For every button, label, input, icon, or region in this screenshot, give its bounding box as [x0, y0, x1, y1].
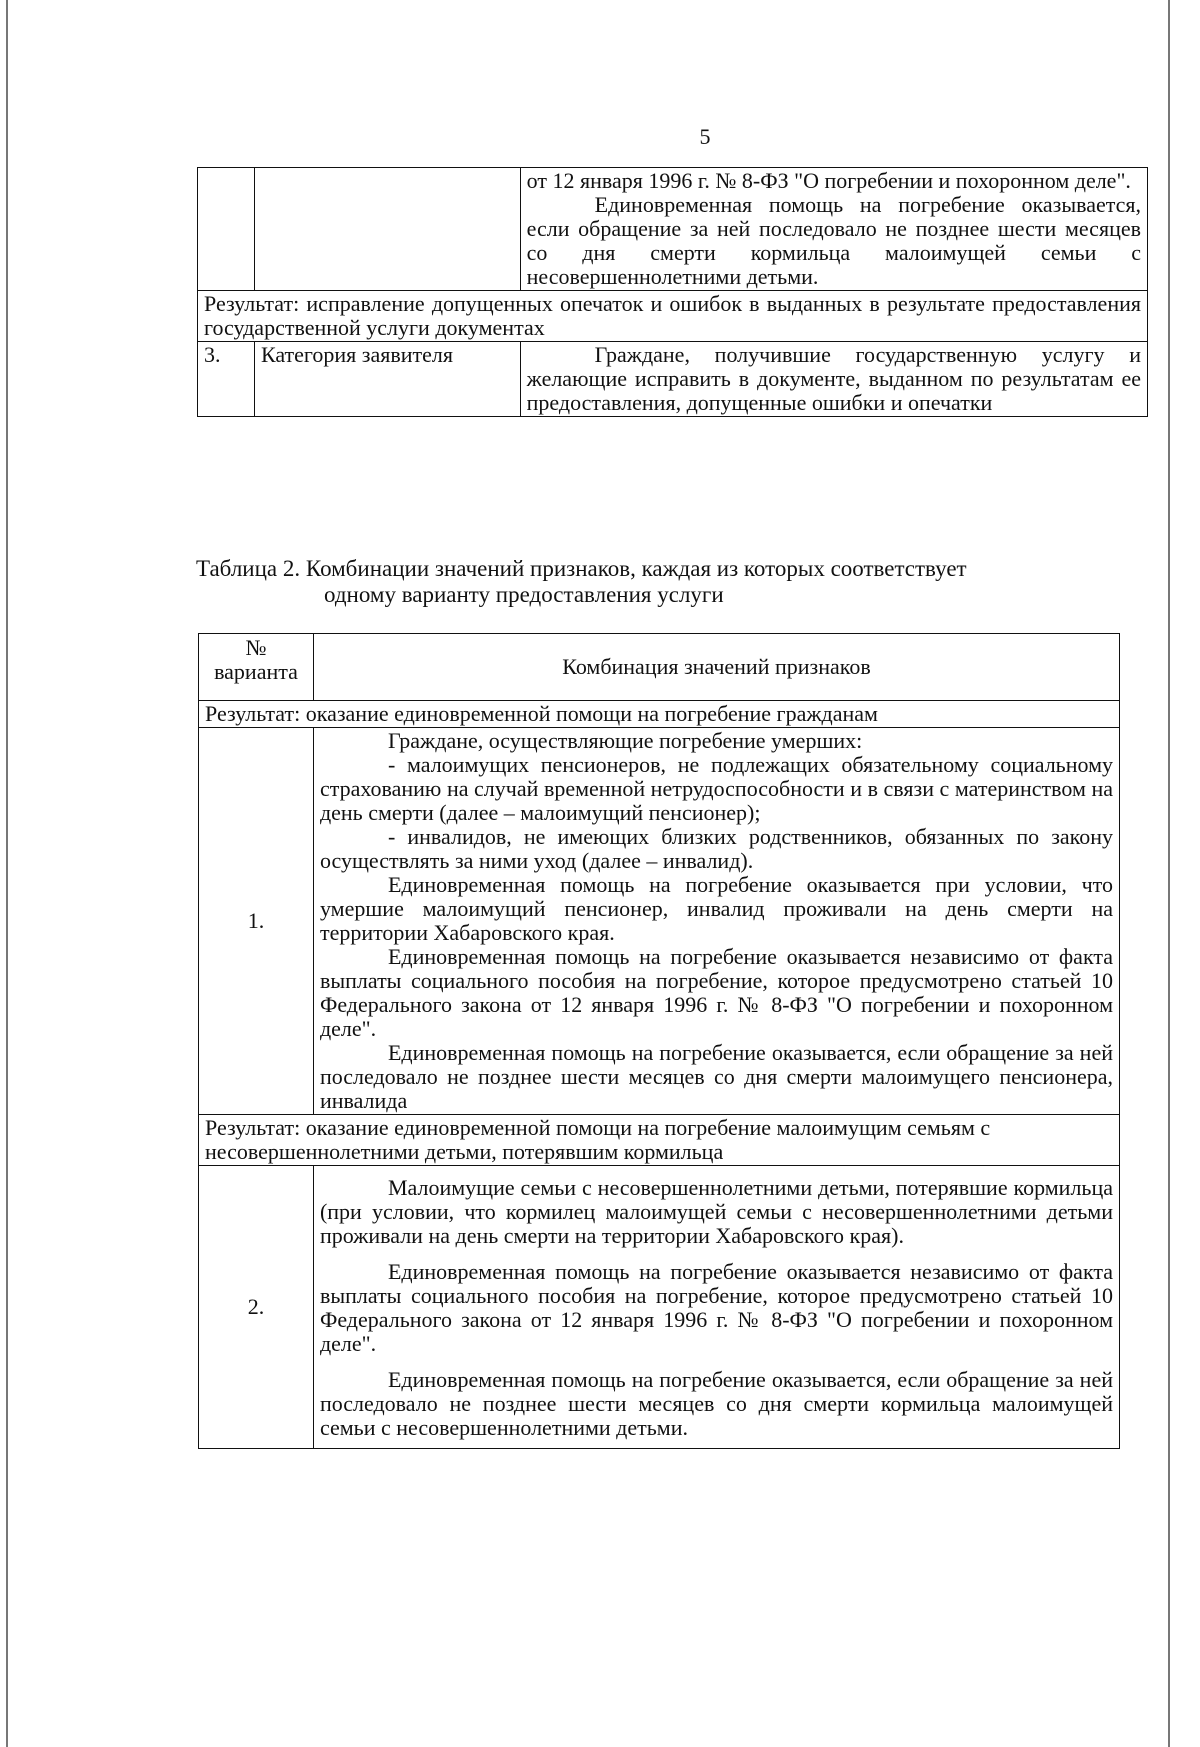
- table-row: [198, 342, 1148, 417]
- table-row: [199, 1166, 1120, 1449]
- table-cell-number: [198, 168, 255, 291]
- row-text: Граждане, получившие государственную услугу и желающие исправить в документе, выданном по результатам ее предоставления, допущенные ошибки и опечатки: [520, 342, 1147, 417]
- paragraph: Единовременная помощь на погребение оказывается, если обращение за ней последовало не позднее шести месяцев со дня смерти кормильца малоимущей семьи с несовершеннолетними детьми.: [526, 192, 1141, 289]
- variant-text: [313, 1166, 1119, 1449]
- header-number: № варианта: [199, 634, 314, 701]
- page-number: 5: [699, 124, 711, 149]
- result-row: Результат: оказание единовременной помощи на погребение малоимущим семьям с несовершеннолетними детьми, потерявшим кормильца: [199, 1115, 1120, 1166]
- paragraph: - малоимущих пенсионеров, не подлежащих обязательному социальному страхованию на случай временной нетрудоспособности и в связи с материнством на день смерти (далее – малоимущий пенсионер);: [319, 752, 1113, 825]
- table-2: [198, 633, 1120, 1449]
- table-row: [199, 1115, 1120, 1166]
- header-combination: Комбинация значений признаков: [313, 634, 1119, 701]
- table-row: [199, 728, 1120, 1115]
- paragraph: от 12 января 1996 г. № 8-ФЗ "О погребении и похоронном деле".: [526, 168, 1131, 193]
- table-row: [199, 701, 1120, 728]
- paragraph: Единовременная помощь на погребение оказывается независимо от факта выплаты социального пособия на погребение, которое предусмотрено статьей 10 Федерального закона от 12 января 1996 г. № 8-ФЗ "О погребении и похоронном деле".: [319, 1259, 1113, 1356]
- paragraph: Граждане, осуществляющие погребение умерших:: [387, 728, 863, 753]
- scan-border-left: [6, 0, 8, 1747]
- caption-line: одному варианту предоставления услуги: [324, 582, 724, 607]
- paragraph: Малоимущие семьи с несовершеннолетними детьми, потерявшие кормильца (при условии, что кормилец малоимущей семьи с несовершеннолетними детьми проживали на день смерти на территории Хабаровского края).: [319, 1175, 1113, 1248]
- paragraph: - инвалидов, не имеющих близких родственников, обязанных по закону осуществлять за ними уход (далее – инвалид).: [319, 824, 1113, 873]
- variant-number: 1.: [199, 728, 314, 1115]
- result-row: Результат: оказание единовременной помощи на погребение гражданам: [199, 701, 1120, 728]
- table-cell-text: [520, 168, 1147, 291]
- variant-number: 2.: [199, 1166, 314, 1449]
- table-1-continuation: [197, 167, 1148, 417]
- paragraph: Единовременная помощь на погребение оказывается, если обращение за ней последовало не позднее шести месяцев со дня смерти кормильца малоимущей семьи с несовершеннолетними детьми.: [319, 1367, 1113, 1440]
- table-header-row: [199, 634, 1120, 701]
- table-row: [198, 291, 1148, 342]
- table-cell-label: [254, 168, 520, 291]
- result-row: Результат: исправление допущенных опечаток и ошибок в выданных в результате предоставления государственной услуги документах: [198, 291, 1148, 342]
- variant-text: [313, 728, 1119, 1115]
- row-number: 3.: [198, 342, 255, 417]
- scan-border-right: [1168, 0, 1170, 1747]
- paragraph: Единовременная помощь на погребение оказывается при условии, что умершие малоимущий пенсионер, инвалид проживали на день смерти на территории Хабаровского края.: [319, 872, 1113, 945]
- table-row: [198, 168, 1148, 291]
- paragraph: Единовременная помощь на погребение оказывается, если обращение за ней последовало не позднее шести месяцев со дня смерти малоимущего пенсионера, инвалида: [319, 1040, 1113, 1113]
- caption-line: Таблица 2. Комбинации значений признаков, каждая из которых соответствует: [196, 556, 967, 581]
- table-caption: [196, 556, 1156, 608]
- row-label: Категория заявителя: [254, 342, 520, 417]
- paragraph: Единовременная помощь на погребение оказывается независимо от факта выплаты социального пособия на погребение, которое предусмотрено статьей 10 Федерального закона от 12 января 1996 г. № 8-ФЗ "О погребении и похоронном деле".: [319, 944, 1113, 1041]
